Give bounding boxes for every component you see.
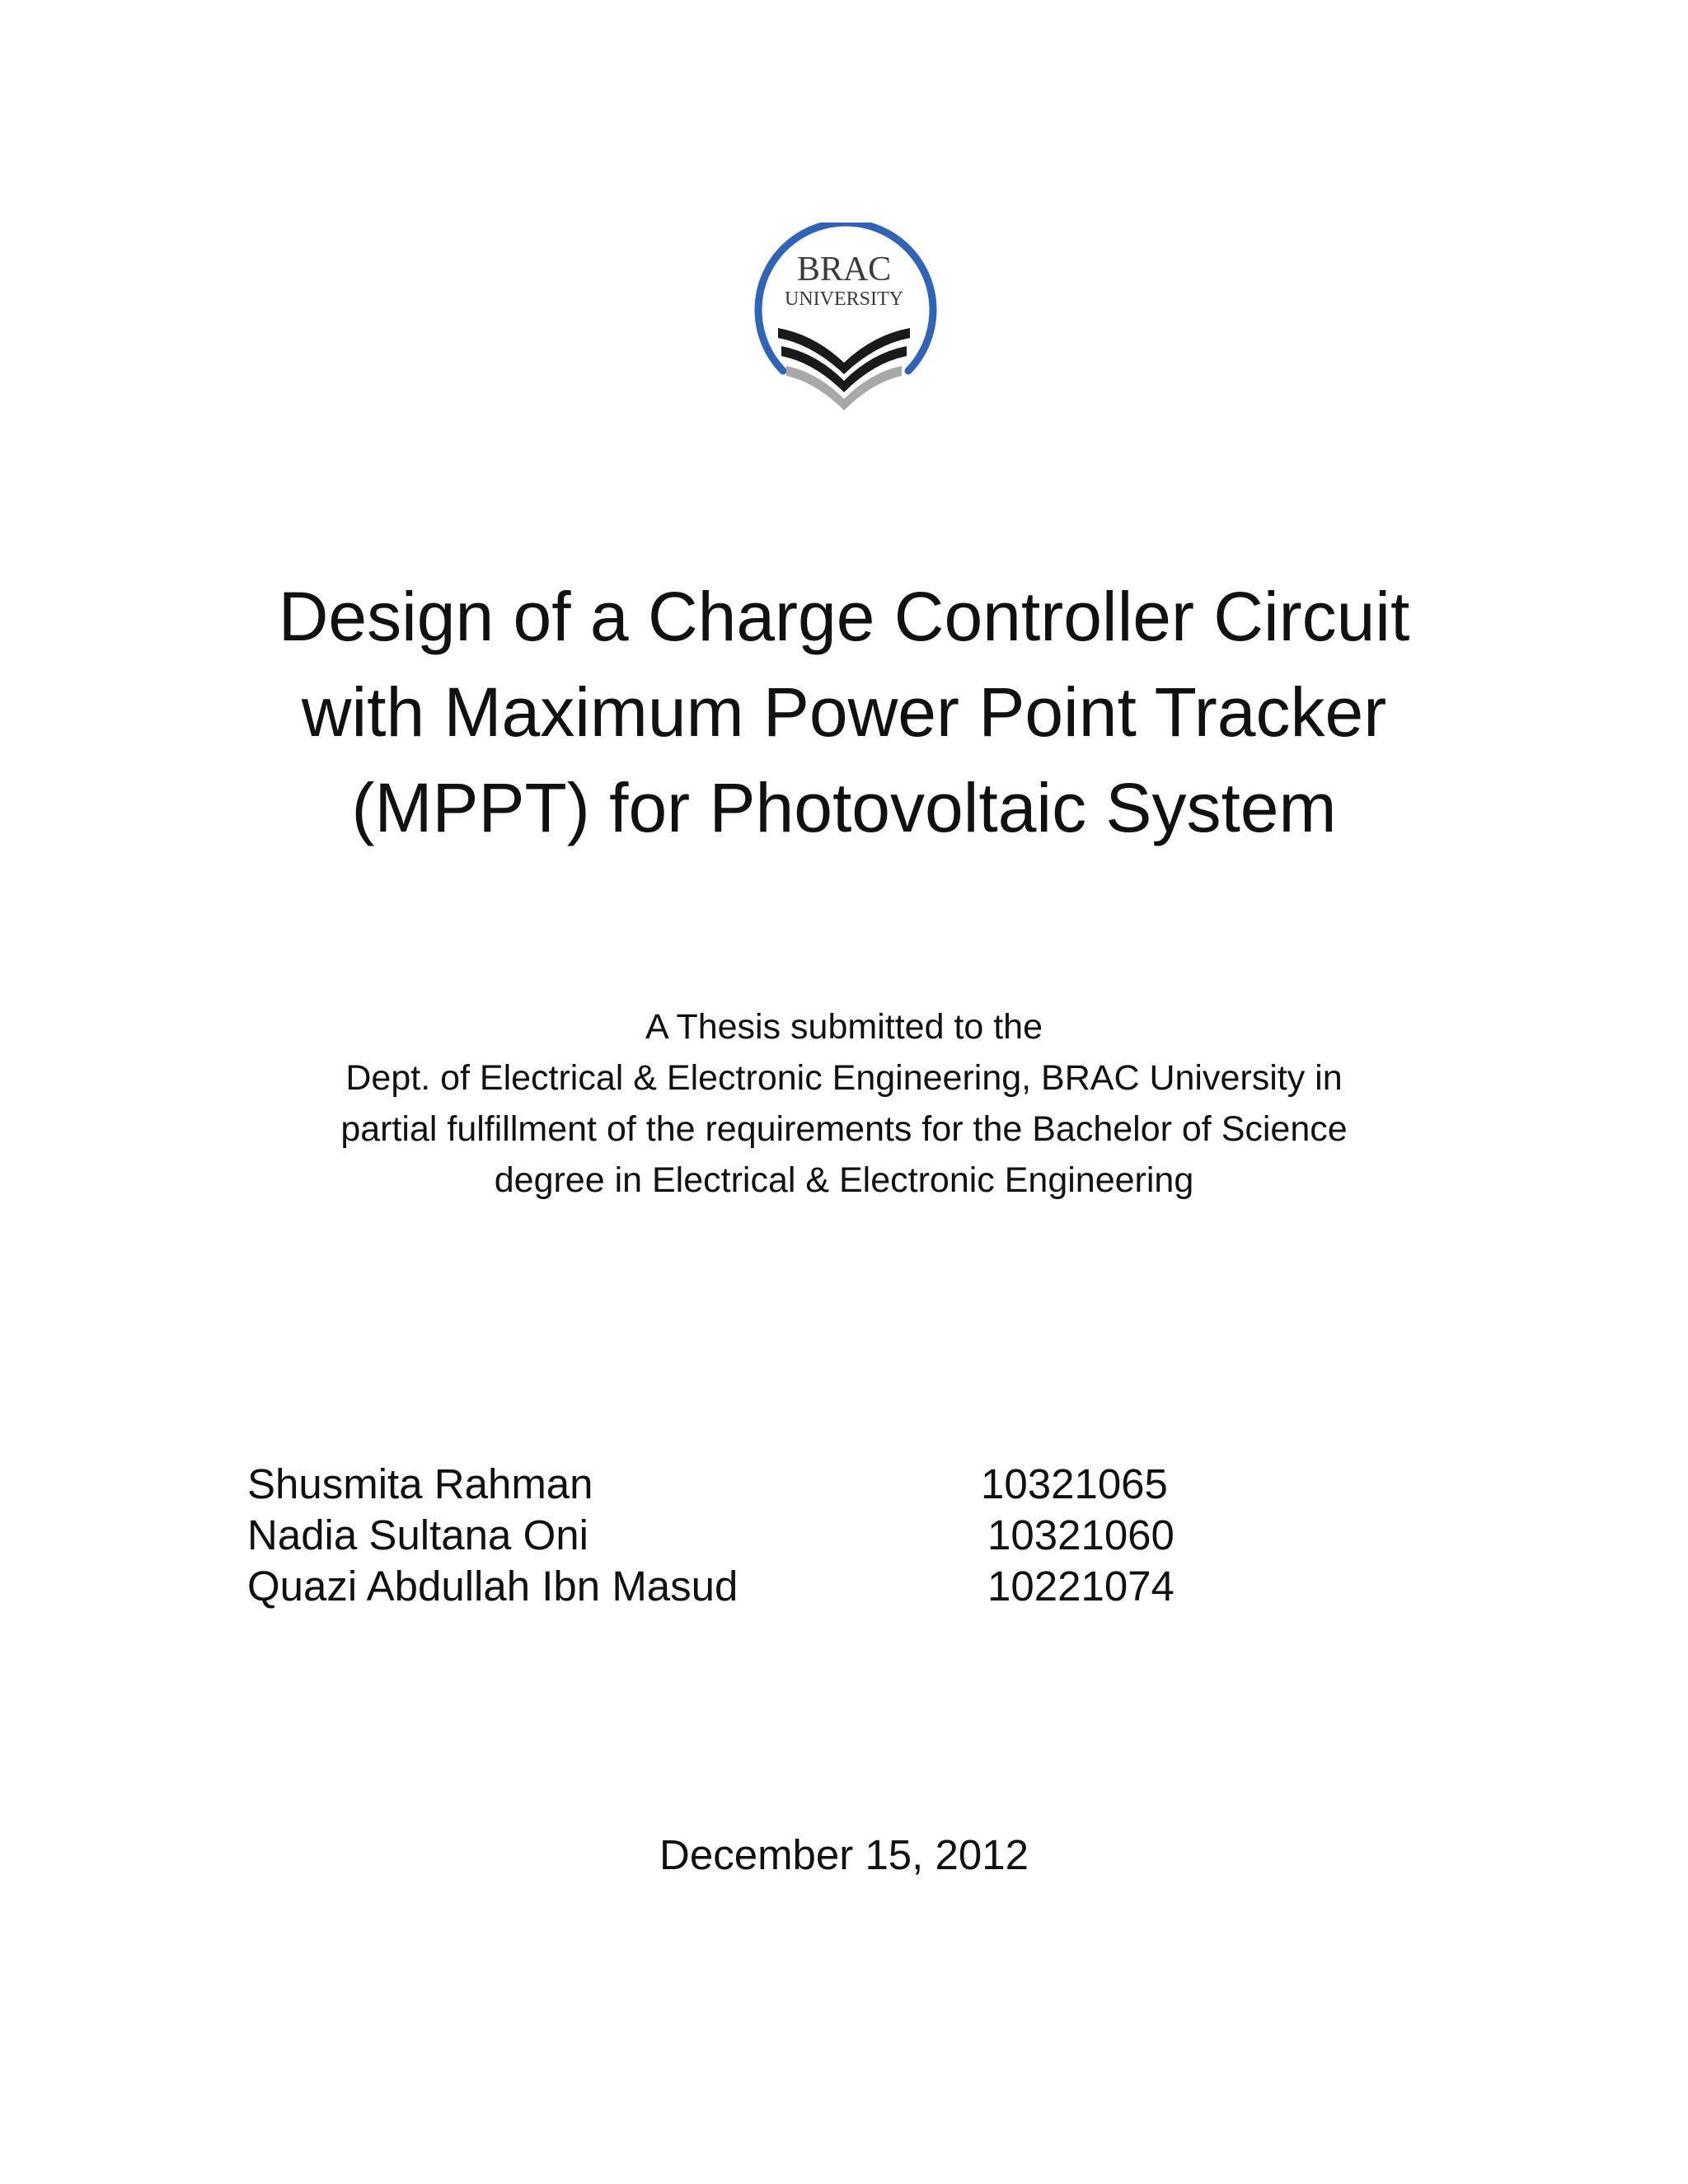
university-logo bbox=[732, 223, 956, 420]
logo-text-university: UNIVERSITY bbox=[785, 288, 903, 310]
logo-text-brac: BRAC bbox=[796, 251, 892, 288]
author-row bbox=[247, 1459, 1236, 1510]
author-row bbox=[247, 1561, 1236, 1612]
brac-university-emblem-icon bbox=[732, 223, 956, 420]
author-name: Shusmita Rahman bbox=[247, 1460, 593, 1507]
author-student-id: 10321065 bbox=[981, 1460, 1168, 1507]
author-row bbox=[247, 1510, 1236, 1561]
author-student-id: 10221074 bbox=[987, 1563, 1175, 1610]
submission-statement bbox=[0, 1001, 1688, 1206]
submission-line-3: partial fulfillment of the requirements for the Bachelor of Science bbox=[340, 1109, 1348, 1149]
title-line-3: (MPPT) for Photovoltaic System bbox=[351, 769, 1337, 846]
thesis-title bbox=[0, 569, 1688, 855]
submission-line-1: A Thesis submitted to the bbox=[645, 1007, 1043, 1047]
author-name: Quazi Abdullah Ibn Masud bbox=[247, 1563, 738, 1610]
title-line-2: with Maximum Power Point Tracker bbox=[301, 673, 1387, 751]
author-list bbox=[247, 1459, 1236, 1612]
author-name: Nadia Sultana Oni bbox=[247, 1511, 588, 1558]
author-student-id: 10321060 bbox=[987, 1511, 1175, 1558]
submission-line-4: degree in Electrical & Electronic Engineering bbox=[494, 1160, 1194, 1200]
title-line-1: Design of a Charge Controller Circuit bbox=[278, 578, 1410, 655]
submission-date: December 15, 2012 bbox=[659, 1831, 1029, 1878]
submission-line-2: Dept. of Electrical & Electronic Engineering, BRAC University in bbox=[345, 1058, 1343, 1098]
